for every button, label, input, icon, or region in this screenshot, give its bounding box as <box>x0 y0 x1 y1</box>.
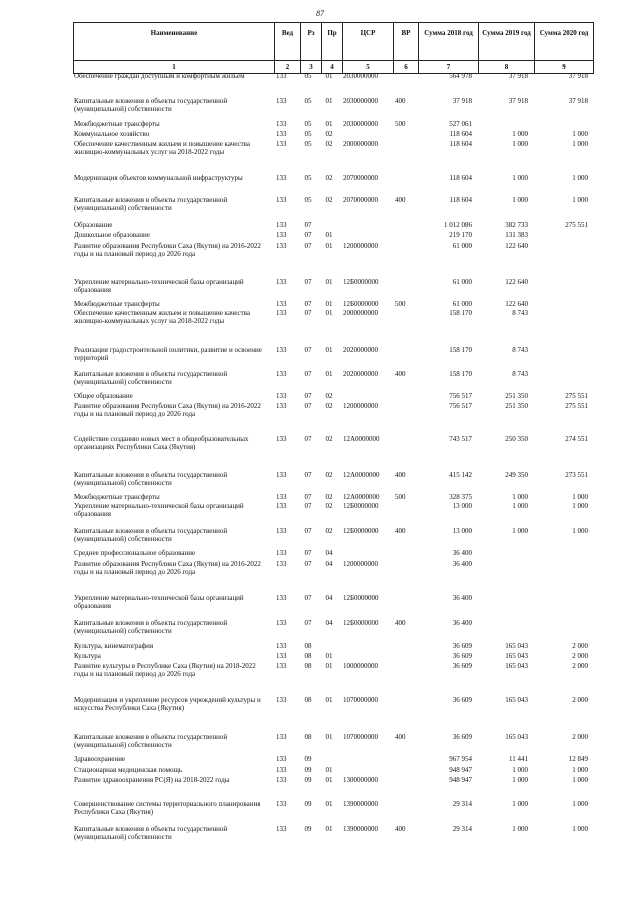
row-sum-2020: 1 000 <box>572 130 588 138</box>
row-name: Укрепление материально-технической базы организаций образования <box>74 278 244 294</box>
row-sum-2019: 1 000 <box>512 174 528 182</box>
row-sum-2019: 165 043 <box>505 662 528 670</box>
row-sum-2018: 1 012 086 <box>444 221 472 229</box>
row-sum-2019: 165 043 <box>505 642 528 650</box>
header-sum-2019: Сумма 2019 год <box>479 23 535 61</box>
row-name: Межбюджетные трансферты <box>74 300 160 308</box>
row-name: Капитальные вложения в объекты государственной (муниципальной) собственности <box>74 619 228 635</box>
row-ved: 133 <box>276 120 287 128</box>
row-name: Развитие образования Республики Саха (Якутия) на 2016-2022 годы и на плановый период до 2026 года <box>74 402 261 418</box>
row-rz: 07 <box>304 435 312 443</box>
row-pr: 01 <box>325 97 333 105</box>
header-sum-2020: Сумма 2020 год <box>535 23 594 61</box>
row-rz: 07 <box>304 392 312 400</box>
row-sum-2018: 61 000 <box>452 300 472 308</box>
row-rz: 07 <box>304 619 312 627</box>
row-csr: 12Б0000000 <box>343 594 379 602</box>
row-rz: 09 <box>304 766 312 774</box>
row-sum-2020: 275 551 <box>565 221 588 229</box>
row-rz: 07 <box>304 493 312 501</box>
row-vr: 500 <box>395 493 406 501</box>
row-csr: 2030000000 <box>343 97 378 105</box>
row-name: Капитальные вложения в объекты государственной (муниципальной) собственности <box>74 733 228 749</box>
row-sum-2020: 275 551 <box>565 392 588 400</box>
row-sum-2018: 36 400 <box>452 619 472 627</box>
row-sum-2018: 36 400 <box>452 594 472 602</box>
row-name: Среднее профессиональное образование <box>74 549 196 557</box>
row-ved: 133 <box>276 642 287 650</box>
row-sum-2020: 1 000 <box>572 493 588 501</box>
row-rz: 08 <box>304 652 312 660</box>
row-sum-2020: 12 849 <box>568 755 588 763</box>
row-csr: 1390000000 <box>343 825 378 833</box>
row-csr: 2030000000 <box>343 120 378 128</box>
row-rz: 08 <box>304 733 312 741</box>
row-ved: 133 <box>276 619 287 627</box>
row-ved: 133 <box>276 594 287 602</box>
column-number: 6 <box>394 61 419 74</box>
row-sum-2019: 1 000 <box>512 527 528 535</box>
row-sum-2020: 1 000 <box>572 776 588 784</box>
row-vr: 500 <box>395 120 406 128</box>
row-ved: 133 <box>276 174 287 182</box>
row-pr: 01 <box>325 72 333 80</box>
row-sum-2020: 2 000 <box>572 733 588 741</box>
row-rz: 09 <box>304 825 312 833</box>
row-sum-2018: 36 400 <box>452 560 472 568</box>
row-ved: 133 <box>276 560 287 568</box>
row-ved: 133 <box>276 662 287 670</box>
row-sum-2020: 37 918 <box>568 97 588 105</box>
row-rz: 09 <box>304 800 312 808</box>
row-name: Укрепление материально-технической базы организаций образования <box>74 594 244 610</box>
row-sum-2019: 1 000 <box>512 766 528 774</box>
row-pr: 01 <box>325 278 333 286</box>
row-csr: 2000000000 <box>343 309 378 317</box>
row-sum-2019: 165 043 <box>505 696 528 704</box>
row-sum-2020: 1 000 <box>572 527 588 535</box>
row-sum-2019: 37 918 <box>508 97 528 105</box>
row-csr: 12Б0000000 <box>343 502 379 510</box>
row-rz: 07 <box>304 560 312 568</box>
row-name: Развитие образования Республики Саха (Якутия) на 2016-2022 годы и на плановый период до 2026 года <box>74 242 261 258</box>
row-sum-2019: 1 000 <box>512 130 528 138</box>
row-sum-2018: 967 954 <box>449 755 472 763</box>
row-rz: 05 <box>304 140 312 148</box>
row-rz: 07 <box>304 346 312 354</box>
row-rz: 09 <box>304 776 312 784</box>
row-rz: 07 <box>304 502 312 510</box>
row-ved: 133 <box>276 527 287 535</box>
row-sum-2018: 158 170 <box>449 370 472 378</box>
row-ved: 133 <box>276 755 287 763</box>
row-rz: 08 <box>304 696 312 704</box>
row-ved: 133 <box>276 435 287 443</box>
row-name: Модернизация объектов коммунальной инфраструктуры <box>74 174 243 182</box>
row-rz: 05 <box>304 196 312 204</box>
row-vr: 400 <box>395 97 406 105</box>
column-number: 9 <box>535 61 594 74</box>
row-csr: 12Б0000000 <box>343 300 379 308</box>
row-name: Реализация градостроительной политики, развитие и освоение территорий <box>74 346 262 362</box>
row-csr: 2020000000 <box>343 370 378 378</box>
row-csr: 1300000000 <box>343 776 378 784</box>
row-sum-2018: 118 604 <box>449 196 472 204</box>
row-csr: 1070000000 <box>343 696 378 704</box>
row-csr: 12А0000000 <box>343 493 380 501</box>
row-vr: 400 <box>395 471 406 479</box>
header-vr: ВР <box>394 23 419 61</box>
row-sum-2019: 1 000 <box>512 502 528 510</box>
header-pr: Пр <box>322 23 343 61</box>
row-sum-2018: 61 000 <box>452 242 472 250</box>
row-name: Совершенствование системы территориального планирования Республики Саха (Якутия) <box>74 800 261 816</box>
row-sum-2019: 8 743 <box>512 370 528 378</box>
row-rz: 07 <box>304 300 312 308</box>
row-csr: 2070000000 <box>343 174 378 182</box>
row-name: Коммунальное хозяйство <box>74 130 150 138</box>
row-sum-2020: 1 000 <box>572 766 588 774</box>
row-csr: 12Б0000000 <box>343 527 379 535</box>
row-pr: 01 <box>325 733 333 741</box>
row-vr: 400 <box>395 370 406 378</box>
row-csr: 1000000000 <box>343 662 378 670</box>
row-sum-2018: 13 000 <box>452 527 472 535</box>
column-number: 4 <box>322 61 343 74</box>
row-sum-2020: 1 000 <box>572 825 588 833</box>
row-vr: 400 <box>395 527 406 535</box>
row-sum-2019: 1 000 <box>512 776 528 784</box>
row-sum-2020: 1 000 <box>572 140 588 148</box>
row-rz: 07 <box>304 370 312 378</box>
row-sum-2018: 756 517 <box>449 402 472 410</box>
row-csr: 2000000000 <box>343 140 378 148</box>
row-pr: 02 <box>325 174 333 182</box>
row-pr: 01 <box>325 825 333 833</box>
row-sum-2019: 1 000 <box>512 196 528 204</box>
row-rz: 07 <box>304 278 312 286</box>
row-sum-2018: 743 517 <box>449 435 472 443</box>
row-sum-2018: 948 947 <box>449 766 472 774</box>
row-csr: 2070000000 <box>343 196 378 204</box>
row-rz: 07 <box>304 594 312 602</box>
row-csr: 1390000000 <box>343 800 378 808</box>
row-sum-2018: 564 978 <box>449 72 472 80</box>
row-ved: 133 <box>276 825 287 833</box>
row-ved: 133 <box>276 196 287 204</box>
row-ved: 133 <box>276 72 287 80</box>
row-rz: 07 <box>304 549 312 557</box>
row-pr: 02 <box>325 140 333 148</box>
row-sum-2019: 122 640 <box>505 278 528 286</box>
row-sum-2019: 122 640 <box>505 300 528 308</box>
row-ved: 133 <box>276 696 287 704</box>
row-ved: 133 <box>276 231 287 239</box>
row-sum-2020: 2 000 <box>572 696 588 704</box>
column-number: 1 <box>74 61 275 74</box>
row-rz: 05 <box>304 174 312 182</box>
row-sum-2018: 29 314 <box>452 825 472 833</box>
column-number: 8 <box>479 61 535 74</box>
row-ved: 133 <box>276 733 287 741</box>
row-sum-2020: 1 000 <box>572 502 588 510</box>
row-sum-2019: 37 918 <box>508 72 528 80</box>
row-sum-2018: 36 609 <box>452 696 472 704</box>
row-sum-2018: 158 170 <box>449 346 472 354</box>
column-number: 2 <box>275 61 301 74</box>
row-rz: 09 <box>304 755 312 763</box>
row-sum-2019: 249 350 <box>505 471 528 479</box>
row-rz: 07 <box>304 402 312 410</box>
row-name: Укрепление материально-технической базы организаций образования <box>74 502 244 518</box>
row-csr: 1200000000 <box>343 242 378 250</box>
row-csr: 1200000000 <box>343 560 378 568</box>
row-vr: 400 <box>395 619 406 627</box>
row-ved: 133 <box>276 278 287 286</box>
row-pr: 01 <box>325 776 333 784</box>
row-name: Развитие культуры в Республике Саха (Якутия) на 2018-2022 годы и на плановый период до 2026 года <box>74 662 256 678</box>
row-pr: 04 <box>325 594 333 602</box>
row-sum-2018: 158 170 <box>449 309 472 317</box>
row-pr: 01 <box>325 370 333 378</box>
row-pr: 02 <box>325 130 333 138</box>
row-sum-2018: 118 604 <box>449 174 472 182</box>
row-sum-2018: 756 517 <box>449 392 472 400</box>
row-name: Развитие здравоохранения РС(Я) на 2018-2022 годы <box>74 776 230 784</box>
row-vr: 500 <box>395 300 406 308</box>
row-csr: 12А0000000 <box>343 435 380 443</box>
row-vr: 400 <box>395 733 406 741</box>
row-name: Межбюджетные трансферты <box>74 120 160 128</box>
row-sum-2019: 1 000 <box>512 493 528 501</box>
row-sum-2020: 2 000 <box>572 652 588 660</box>
row-csr: 1070000000 <box>343 733 378 741</box>
row-name: Капитальные вложения в объекты государственной (муниципальной) собственности <box>74 471 228 487</box>
row-sum-2018: 36 609 <box>452 652 472 660</box>
row-pr: 01 <box>325 309 333 317</box>
row-sum-2019: 165 043 <box>505 652 528 660</box>
row-pr: 02 <box>325 527 333 535</box>
row-sum-2018: 527 061 <box>449 120 472 128</box>
row-name: Межбюджетные трансферты <box>74 493 160 501</box>
row-sum-2020: 273 551 <box>565 471 588 479</box>
row-sum-2019: 122 640 <box>505 242 528 250</box>
column-number: 3 <box>301 61 322 74</box>
row-csr: 2020000000 <box>343 346 378 354</box>
row-ved: 133 <box>276 471 287 479</box>
row-sum-2020: 2 000 <box>572 662 588 670</box>
row-sum-2019: 131 383 <box>505 231 528 239</box>
row-ved: 133 <box>276 221 287 229</box>
row-ved: 133 <box>276 502 287 510</box>
row-pr: 02 <box>325 196 333 204</box>
row-sum-2018: 13 000 <box>452 502 472 510</box>
row-pr: 01 <box>325 300 333 308</box>
row-sum-2018: 328 375 <box>449 493 472 501</box>
row-pr: 02 <box>325 493 333 501</box>
row-csr: 12Б0000000 <box>343 619 379 627</box>
row-sum-2018: 36 609 <box>452 733 472 741</box>
row-name: Содействие созданию новых мест в общеобразовательных организациях Республики Саха (Якутия) <box>74 435 249 451</box>
row-rz: 07 <box>304 242 312 250</box>
row-sum-2020: 1 000 <box>572 174 588 182</box>
row-name: Капитальные вложения в объекты государственной (муниципальной) собственности <box>74 527 228 543</box>
row-pr: 02 <box>325 392 333 400</box>
header-ved: Вед <box>275 23 301 61</box>
row-rz: 05 <box>304 72 312 80</box>
row-sum-2019: 8 743 <box>512 309 528 317</box>
row-ved: 133 <box>276 130 287 138</box>
row-name: Обеспечение качественным жильем и повышение качества жилищно-коммунальных услуг на 2018-2022 годы <box>74 140 250 156</box>
row-name: Здравоохранение <box>74 755 126 763</box>
row-pr: 02 <box>325 502 333 510</box>
row-ved: 133 <box>276 493 287 501</box>
row-pr: 02 <box>325 471 333 479</box>
row-sum-2019: 251 350 <box>505 392 528 400</box>
row-name: Культура <box>74 652 101 660</box>
row-vr: 400 <box>395 196 406 204</box>
page-number: 87 <box>316 9 324 18</box>
row-rz: 07 <box>304 471 312 479</box>
row-csr: 1200000000 <box>343 402 378 410</box>
row-pr: 01 <box>325 242 333 250</box>
row-sum-2019: 1 000 <box>512 140 528 148</box>
row-sum-2018: 29 314 <box>452 800 472 808</box>
row-name: Образование <box>74 221 113 229</box>
row-rz: 08 <box>304 662 312 670</box>
row-ved: 133 <box>276 97 287 105</box>
row-rz: 07 <box>304 527 312 535</box>
row-sum-2018: 948 947 <box>449 776 472 784</box>
row-name: Обеспечение граждан доступным и комфортным жильем <box>74 72 245 80</box>
row-sum-2020: 37 918 <box>568 72 588 80</box>
row-name: Капитальные вложения в объекты государственной (муниципальной) собственности <box>74 370 228 386</box>
row-sum-2020: 1 000 <box>572 196 588 204</box>
header-name: Наименование <box>74 23 275 61</box>
row-ved: 133 <box>276 370 287 378</box>
row-sum-2019: 8 743 <box>512 346 528 354</box>
row-pr: 01 <box>325 800 333 808</box>
row-sum-2018: 61 000 <box>452 278 472 286</box>
row-name: Культура, кинематография <box>74 642 154 650</box>
row-rz: 07 <box>304 231 312 239</box>
row-sum-2018: 36 609 <box>452 642 472 650</box>
row-pr: 01 <box>325 346 333 354</box>
row-pr: 01 <box>325 662 333 670</box>
row-sum-2019: 165 043 <box>505 733 528 741</box>
row-ved: 133 <box>276 309 287 317</box>
row-sum-2019: 11 441 <box>509 755 528 763</box>
row-name: Дошкольное образование <box>74 231 150 239</box>
row-sum-2018: 36 609 <box>452 662 472 670</box>
row-ved: 133 <box>276 800 287 808</box>
row-pr: 01 <box>325 696 333 704</box>
row-ved: 133 <box>276 776 287 784</box>
row-sum-2020: 2 000 <box>572 642 588 650</box>
row-pr: 04 <box>325 549 333 557</box>
row-sum-2018: 415 142 <box>449 471 472 479</box>
row-name: Развитие образования Республики Саха (Якутия) на 2016-2022 годы и на плановый период до 2026 года <box>74 560 261 576</box>
header-csr: ЦСР <box>343 23 394 61</box>
row-vr: 400 <box>395 825 406 833</box>
row-pr: 01 <box>325 120 333 128</box>
row-name: Обеспечение качественным жильем и повышение качества жилищно-коммунальных услуг на 2018-2022 годы <box>74 309 250 325</box>
row-sum-2020: 275 551 <box>565 402 588 410</box>
row-sum-2018: 37 918 <box>452 97 472 105</box>
row-rz: 05 <box>304 120 312 128</box>
row-ved: 133 <box>276 392 287 400</box>
row-ved: 133 <box>276 242 287 250</box>
row-sum-2019: 250 350 <box>505 435 528 443</box>
row-rz: 07 <box>304 309 312 317</box>
row-ved: 133 <box>276 402 287 410</box>
row-pr: 02 <box>325 402 333 410</box>
row-ved: 133 <box>276 346 287 354</box>
row-pr: 04 <box>325 560 333 568</box>
row-name: Модернизация и укрепление ресурсов учреждений культуры и искусства Республики Саха (Якутия) <box>74 696 261 712</box>
row-sum-2018: 36 400 <box>452 549 472 557</box>
row-ved: 133 <box>276 140 287 148</box>
row-pr: 02 <box>325 435 333 443</box>
row-ved: 133 <box>276 300 287 308</box>
row-sum-2020: 274 551 <box>565 435 588 443</box>
row-csr: 12А0000000 <box>343 471 380 479</box>
row-ved: 133 <box>276 549 287 557</box>
column-number: 7 <box>419 61 479 74</box>
row-name: Капитальные вложения в объекты государственной (муниципальной) собственности <box>74 196 228 212</box>
row-sum-2019: 251 350 <box>505 402 528 410</box>
row-sum-2018: 219 170 <box>449 231 472 239</box>
row-sum-2019: 1 000 <box>512 825 528 833</box>
header-sum-2018: Сумма 2018 год <box>419 23 479 61</box>
table-header <box>73 22 594 74</box>
row-pr: 04 <box>325 619 333 627</box>
row-sum-2020: 1 000 <box>572 800 588 808</box>
row-name: Общее образование <box>74 392 133 400</box>
row-rz: 08 <box>304 642 312 650</box>
row-csr: 2030000000 <box>343 72 378 80</box>
row-rz: 05 <box>304 130 312 138</box>
row-ved: 133 <box>276 766 287 774</box>
header-rz: Рз <box>301 23 322 61</box>
row-pr: 01 <box>325 231 333 239</box>
row-name: Капитальные вложения в объекты государственной (муниципальной) собственности <box>74 97 228 113</box>
row-rz: 07 <box>304 221 312 229</box>
row-name: Стационарная медицинская помощь <box>74 766 183 774</box>
row-pr: 01 <box>325 652 333 660</box>
row-ved: 133 <box>276 652 287 660</box>
row-sum-2019: 382 733 <box>505 221 528 229</box>
row-csr: 12Б0000000 <box>343 278 379 286</box>
row-sum-2018: 118 604 <box>449 140 472 148</box>
row-name: Капитальные вложения в объекты государственной (муниципальной) собственности <box>74 825 228 841</box>
row-sum-2019: 1 000 <box>512 800 528 808</box>
row-rz: 05 <box>304 97 312 105</box>
row-pr: 01 <box>325 766 333 774</box>
column-number: 5 <box>343 61 394 74</box>
row-sum-2018: 118 604 <box>449 130 472 138</box>
